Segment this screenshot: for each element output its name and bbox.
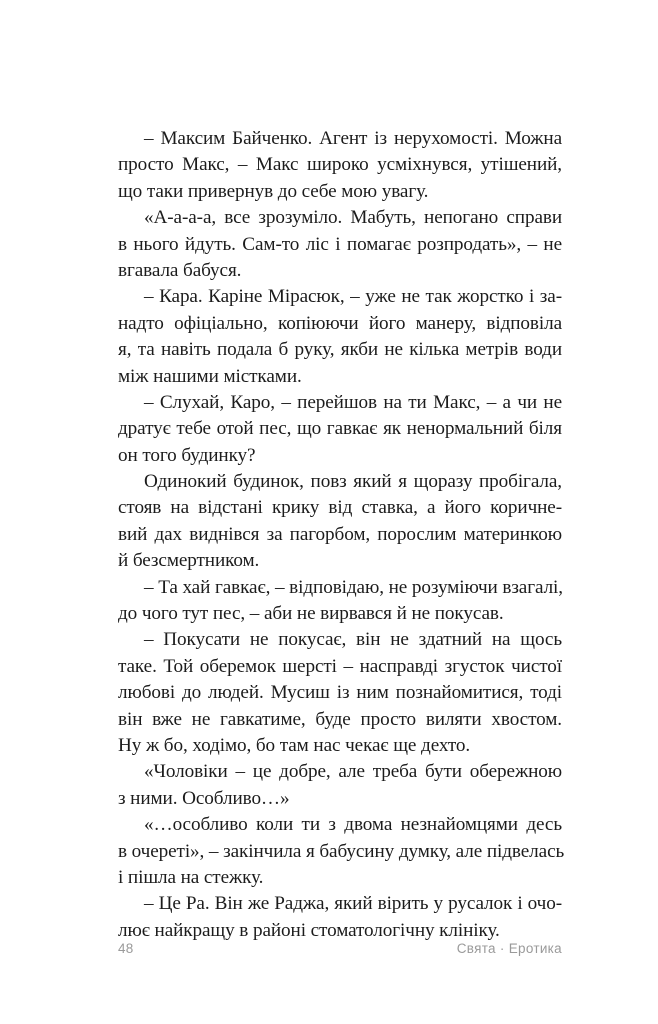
text-line: в нього йдуть. Сам-то ліс і помагає розпродать», – не: [118, 233, 562, 255]
running-title: Свята · Еротика: [456, 941, 562, 956]
text-line: в очереті», – закінчила я бабусину думку, але підвелась: [118, 840, 565, 862]
text-line: я, та навіть подала б руку, якби не кілька метрів води: [118, 339, 562, 361]
text-line: між нашими містками.: [118, 365, 302, 387]
text-line: просто Макс, – Макс широко усміхнувся, утішений,: [118, 154, 562, 176]
text-line: – Це Ра. Він же Раджа, який вірить у русалок і очо-: [144, 893, 562, 915]
text-line: он того будинку?: [118, 444, 256, 466]
text-line: вий дах виднівся за пагорбом, порослим материнкою: [118, 523, 562, 545]
text-line: – Кара. Каріне Мірасюк, – уже не так жорстко і за-: [144, 286, 562, 308]
text-line: – Та хай гавкає, – відповідаю, не розуміючи взагалі,: [144, 576, 563, 598]
text-line: і пішла на стежку.: [118, 866, 264, 888]
page-number: 48: [118, 941, 134, 956]
text-line: – Слухай, Каро, – перейшов на ти Макс, – а чи не: [144, 391, 562, 413]
text-line: Ну ж бо, ходімо, бо там нас чекає ще дехто.: [118, 734, 471, 756]
text-line: таке. Той оберемок шерсті – насправді згусток чистої: [118, 655, 562, 677]
text-line: «А-а-а-а, все зрозуміло. Мабуть, непогано справи: [144, 207, 562, 229]
text-line: вгавала бабуся.: [118, 259, 242, 281]
text-line: дратує тебе отой пес, що гавкає як ненормальний біля: [118, 418, 562, 440]
text-line: стояв на відстані крику від ставка, а його коричне-: [118, 497, 562, 519]
text-line: «Чоловіки – це добре, але треба бути обережною: [144, 761, 562, 783]
text-line: й безсмертником.: [118, 550, 260, 572]
text-line: любові до людей. Мусиш із ним познайомитися, тоді: [118, 682, 562, 704]
text-line: з ними. Особливо…»: [118, 787, 290, 809]
text-line: – Максим Байченко. Агент із нерухомості. Можна: [144, 128, 562, 149]
text-line: лює найкращу в районі стоматологічну клініку.: [118, 919, 500, 941]
text-line: – Покусати не покусає, він не здатний на щось: [144, 629, 562, 651]
text-line: він вже не гавкатиме, буде просто виляти хвостом.: [118, 708, 562, 730]
text-line: Одинокий будинок, повз який я щоразу пробігала,: [144, 471, 562, 493]
text-line: «…особливо коли ти з двома незнайомцями десь: [144, 814, 562, 836]
text-line: надто офіціально, копіюючи його манеру, відповіла: [118, 312, 562, 334]
text-line: що таки привернув до себе мою увагу.: [118, 180, 429, 202]
body-text: [118, 126, 565, 944]
text-line: до чого тут пес, – аби не вирвався й не покусав.: [118, 603, 504, 625]
